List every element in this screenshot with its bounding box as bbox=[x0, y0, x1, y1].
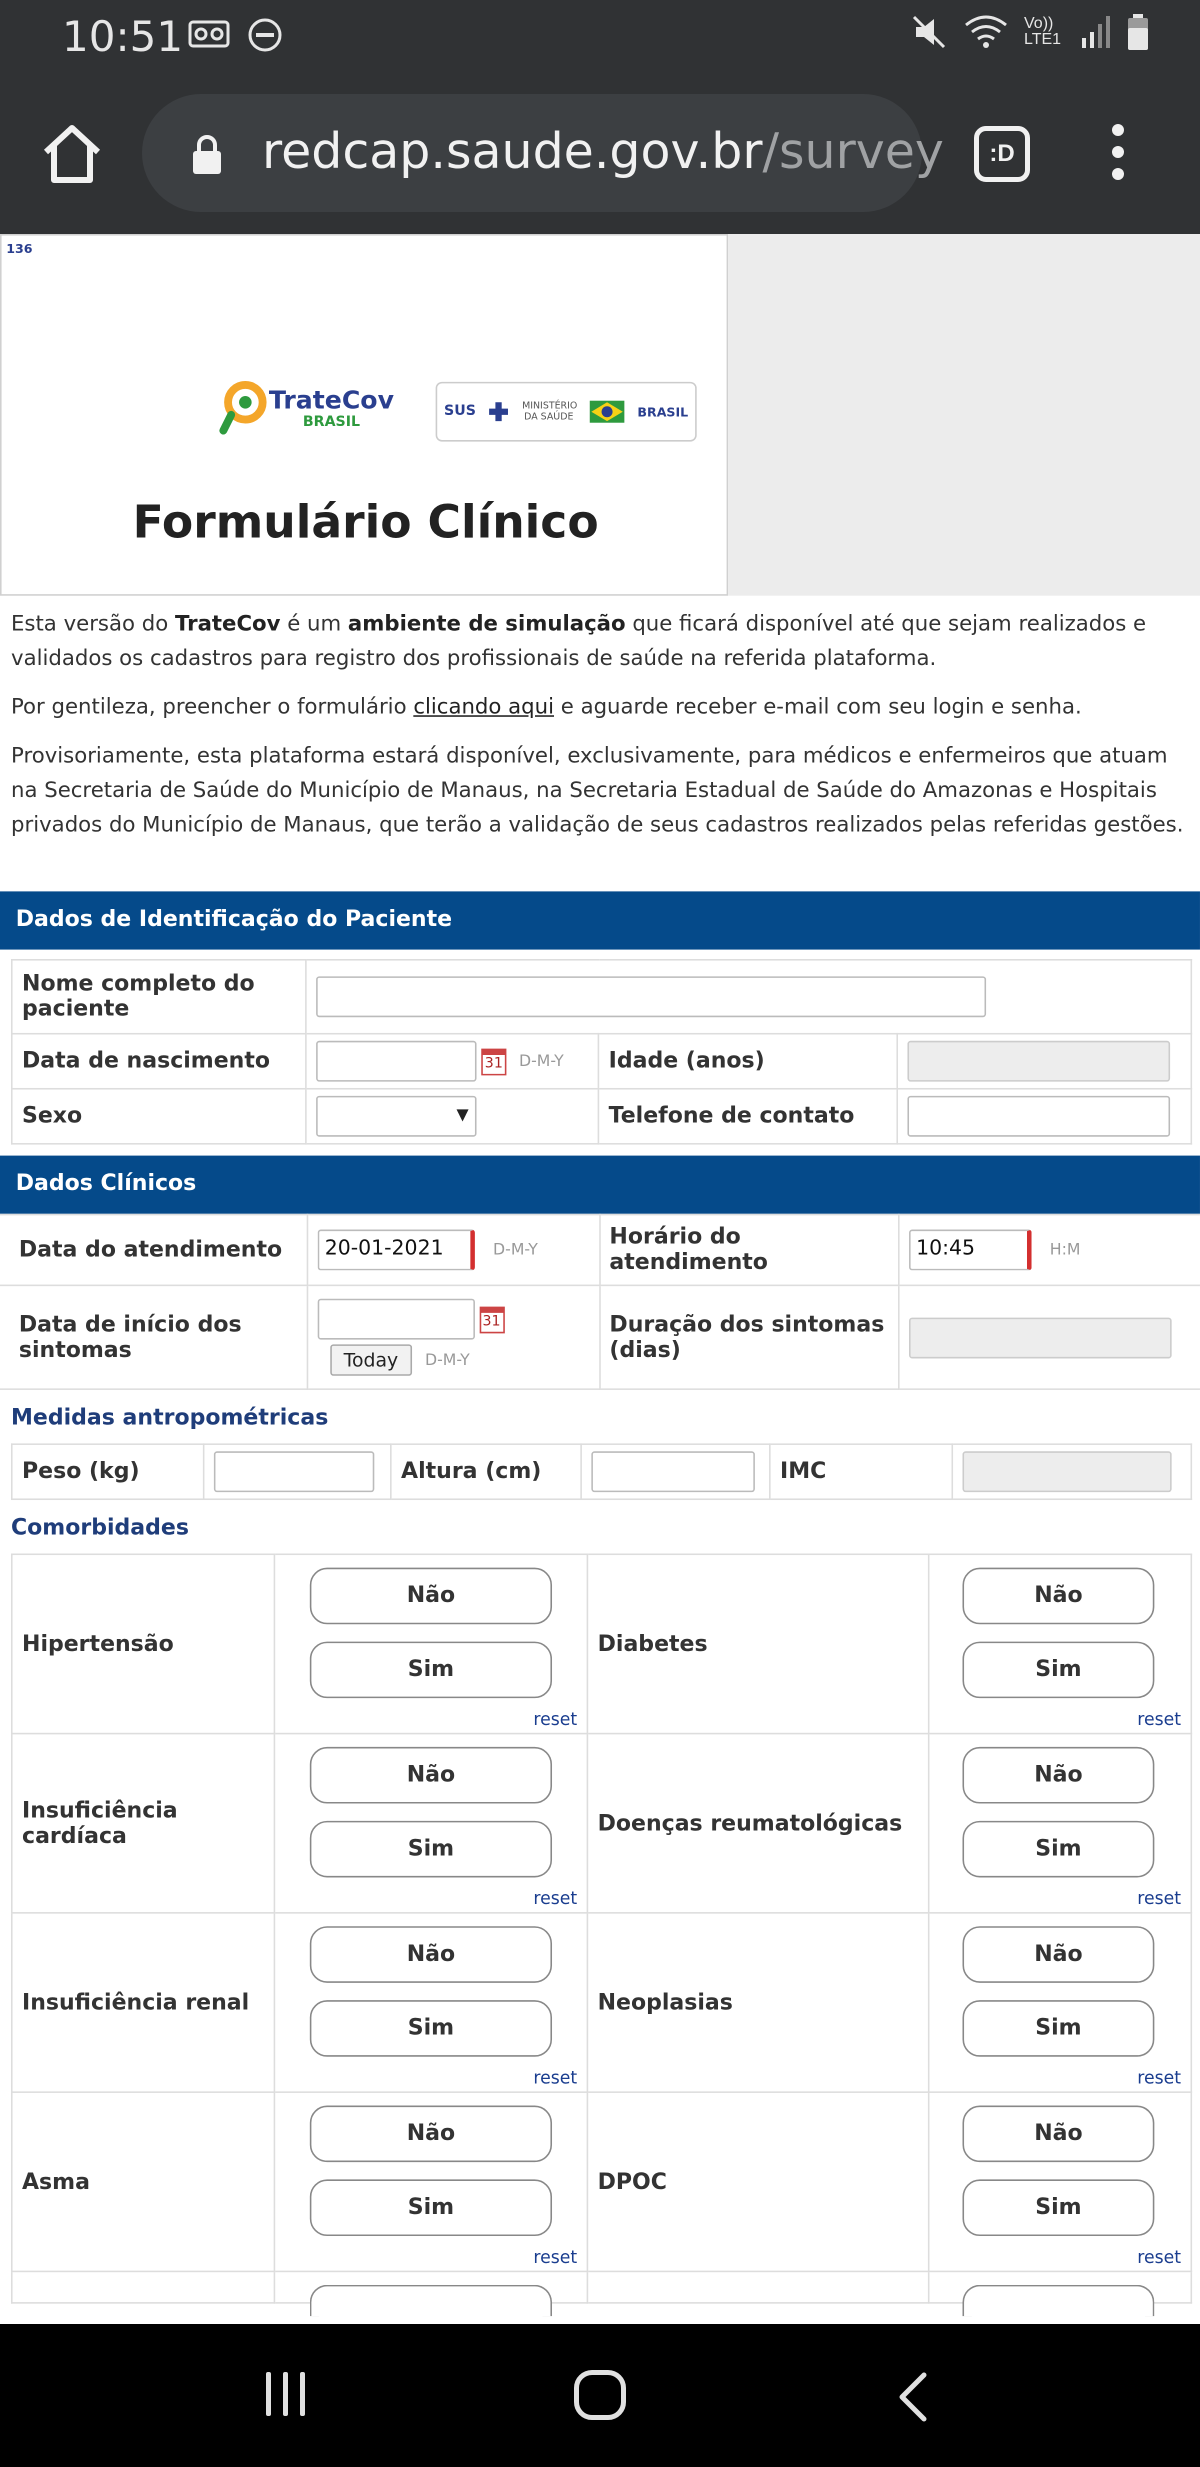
symptom-onset-label: Data de início dos sintomas bbox=[0, 1285, 307, 1389]
radio-yes[interactable]: Sim bbox=[310, 2179, 552, 2236]
radio-yes[interactable]: Sim bbox=[310, 1821, 552, 1878]
calendar-icon[interactable]: 31 bbox=[481, 1048, 506, 1075]
government-logo bbox=[436, 382, 697, 442]
comorbidities-table bbox=[11, 1553, 1192, 2303]
reset-link[interactable]: reset bbox=[533, 1888, 578, 1909]
today-button[interactable]: Today bbox=[329, 1344, 412, 1375]
comorbidity-row bbox=[12, 1913, 1192, 2092]
back-icon[interactable] bbox=[896, 2372, 930, 2422]
bmi-field bbox=[962, 1451, 1171, 1492]
phone-input[interactable] bbox=[907, 1096, 1170, 1137]
url-path: /survey bbox=[762, 123, 944, 180]
sex-label: Sexo bbox=[12, 1089, 306, 1144]
patient-table bbox=[11, 959, 1192, 1145]
radio-yes[interactable]: Sim bbox=[310, 2000, 552, 2057]
brasil-label: BRASIL bbox=[637, 404, 689, 419]
header-right-panel bbox=[728, 234, 1200, 596]
age-label: Idade (anos) bbox=[598, 1034, 897, 1089]
brazil-flag-icon bbox=[589, 401, 624, 423]
symptom-onset-format: D-M-Y bbox=[424, 1351, 470, 1369]
section-clinical-data: Dados Clínicos bbox=[0, 1156, 1200, 1214]
mute-icon bbox=[910, 13, 948, 51]
comorbidity-options bbox=[274, 1554, 587, 1733]
radio-no-partial[interactable] bbox=[962, 2285, 1154, 2316]
tab-switcher-label: :D bbox=[989, 140, 1015, 167]
tratecov-logo-sub: BRASIL bbox=[302, 414, 361, 430]
comorbidity-label: Doenças reumatológicas bbox=[587, 1734, 928, 1913]
intro-paragraph-2: Por gentileza, preencher o formulário clicando aqui e aguarde receber e-mail com seu login e senha. bbox=[11, 694, 1082, 720]
home-icon[interactable] bbox=[40, 122, 104, 186]
tratecov-logo-icon bbox=[222, 380, 269, 433]
browser-toolbar bbox=[0, 72, 1200, 234]
reset-link[interactable]: reset bbox=[1137, 2247, 1182, 2268]
signal-icon bbox=[1080, 14, 1110, 50]
weight-label: Peso (kg) bbox=[12, 1444, 204, 1499]
comorbidities-heading: Comorbidades bbox=[11, 1515, 189, 1541]
visit-date-format: D-M-Y bbox=[493, 1241, 538, 1259]
reset-link[interactable]: reset bbox=[533, 2247, 578, 2268]
comorbidity-options bbox=[274, 1734, 587, 1913]
weight-input[interactable] bbox=[214, 1451, 374, 1492]
reset-link[interactable]: reset bbox=[1137, 1709, 1182, 1730]
birth-date-label: Data de nascimento bbox=[12, 1034, 306, 1089]
page-viewport bbox=[0, 234, 1200, 2324]
comorbidity-row-partial bbox=[12, 2271, 1192, 2302]
recent-apps-icon[interactable] bbox=[266, 2372, 305, 2416]
radio-yes[interactable]: Sim bbox=[962, 1821, 1154, 1878]
comorbidity-row bbox=[12, 1554, 1192, 1733]
radio-no[interactable]: Não bbox=[310, 2106, 552, 2163]
birth-date-input[interactable] bbox=[316, 1041, 476, 1082]
intro-text bbox=[0, 596, 1200, 843]
radio-no[interactable]: Não bbox=[962, 2106, 1154, 2163]
status-time: 10:51 bbox=[62, 12, 184, 61]
reset-link[interactable]: reset bbox=[533, 2067, 578, 2089]
radio-no[interactable]: Não bbox=[962, 1568, 1154, 1625]
sus-cross-icon bbox=[490, 402, 509, 421]
tratecov-logo bbox=[222, 380, 394, 433]
status-bar bbox=[0, 0, 1200, 72]
symptom-duration-label: Duração dos sintomas (dias) bbox=[599, 1285, 898, 1389]
birth-date-format: D-M-Y bbox=[518, 1052, 564, 1070]
intro-paragraph-1: Esta versão do TrateCov é um ambiente de simulação que ficará disponível até que sejam realizados e validados os cadastros para registro dos profissionais de saúde na referida plataforma. bbox=[11, 611, 1147, 672]
reset-link[interactable]: reset bbox=[1137, 1888, 1182, 1909]
visit-date-label: Data do atendimento bbox=[0, 1215, 307, 1286]
bmi-label: IMC bbox=[770, 1444, 952, 1499]
header-logo-panel bbox=[0, 234, 728, 596]
sus-logo: SUS bbox=[444, 403, 476, 420]
clinical-table bbox=[0, 1214, 1200, 1390]
home-nav-icon[interactable] bbox=[574, 2370, 626, 2420]
radio-yes[interactable]: Sim bbox=[962, 2179, 1154, 2236]
comorbidity-options bbox=[929, 1554, 1192, 1733]
symptom-onset-input[interactable] bbox=[317, 1299, 474, 1340]
patient-name-input[interactable] bbox=[316, 976, 986, 1017]
calendar-icon[interactable]: 31 bbox=[479, 1306, 504, 1333]
battery-icon bbox=[1126, 12, 1150, 52]
comorbidity-options bbox=[929, 1913, 1192, 2092]
comorbidity-options bbox=[274, 1913, 587, 2092]
comorbidity-label: Insuficiência renal bbox=[12, 1913, 275, 2092]
radio-no[interactable]: Não bbox=[310, 1747, 552, 1804]
radio-yes[interactable]: Sim bbox=[310, 1642, 552, 1699]
radio-yes[interactable]: Sim bbox=[962, 2000, 1154, 2057]
radio-no[interactable]: Não bbox=[310, 1926, 552, 1983]
patient-name-label: Nome completo do paciente bbox=[12, 960, 306, 1034]
more-menu-icon[interactable] bbox=[1100, 124, 1136, 188]
url-host: redcap.saude.gov.br bbox=[262, 123, 763, 180]
tab-switcher-button[interactable] bbox=[974, 126, 1030, 182]
radio-no-partial[interactable] bbox=[310, 2285, 552, 2316]
height-label: Altura (cm) bbox=[391, 1444, 581, 1499]
symptom-duration-field bbox=[908, 1317, 1171, 1358]
network-label: Vo)) LTE1 bbox=[1024, 15, 1062, 48]
comorbidity-label: Neoplasias bbox=[587, 1913, 928, 2092]
phone-label: Telefone de contato bbox=[598, 1089, 897, 1144]
comorbidity-row bbox=[12, 1734, 1192, 1913]
age-field bbox=[907, 1041, 1170, 1082]
system-navigation-bar bbox=[0, 2324, 1200, 2467]
signup-link[interactable]: clicando aqui bbox=[413, 694, 555, 720]
sex-select[interactable] bbox=[316, 1096, 476, 1137]
badge-136: 136 bbox=[6, 241, 33, 257]
page-header bbox=[0, 234, 1200, 596]
comorbidity-options bbox=[929, 1734, 1192, 1913]
address-bar[interactable] bbox=[142, 94, 944, 212]
comorbidity-label: Insuficiência cardíaca bbox=[12, 1734, 275, 1913]
voicemail-icon bbox=[188, 16, 230, 52]
tratecov-logo-name: TrateCov bbox=[268, 384, 394, 415]
height-input[interactable] bbox=[591, 1451, 755, 1492]
visit-time-input[interactable]: 10:45 bbox=[908, 1230, 1031, 1271]
visit-time-label: Horário do atendimento bbox=[599, 1215, 898, 1286]
lock-icon bbox=[190, 134, 224, 176]
radio-no[interactable]: Não bbox=[962, 1926, 1154, 1983]
radio-no[interactable]: Não bbox=[962, 1747, 1154, 1804]
chevron-down-icon: ▼ bbox=[456, 1106, 469, 1125]
section-patient-identification: Dados de Identificação do Paciente bbox=[0, 891, 1200, 949]
do-not-disturb-icon bbox=[246, 16, 284, 54]
anthropometric-heading: Medidas antropométricas bbox=[11, 1405, 329, 1431]
visit-time-format: H:M bbox=[1049, 1241, 1081, 1259]
anthropometric-table bbox=[11, 1443, 1192, 1500]
wifi-icon bbox=[964, 13, 1008, 51]
url-text[interactable] bbox=[262, 123, 944, 180]
comorbidity-label: Diabetes bbox=[587, 1554, 928, 1733]
visit-date-input[interactable]: 20-01-2021 bbox=[317, 1230, 474, 1271]
page-title: Formulário Clínico bbox=[132, 495, 599, 549]
comorbidity-label: Asma bbox=[12, 2092, 275, 2271]
comorbidity-label: DPOC bbox=[587, 2092, 928, 2271]
comorbidity-label: Hipertensão bbox=[12, 1554, 275, 1733]
reset-link[interactable]: reset bbox=[533, 1709, 578, 1730]
intro-paragraph-3: Provisoriamente, esta plataforma estará disponível, exclusivamente, para médicos e enfermeiros que atuam na Secretaria de Saúde do Município de Manaus, na Secretaria Estadual de Saúde do Amazonas e Hospitais privados do Município de Manaus, que terão a validação de seus cadastros realizados pelas referidas gestões. bbox=[11, 743, 1184, 838]
radio-no[interactable]: Não bbox=[310, 1568, 552, 1625]
radio-yes[interactable]: Sim bbox=[962, 1642, 1154, 1699]
comorbidity-options bbox=[929, 2092, 1192, 2271]
comorbidity-row bbox=[12, 2092, 1192, 2271]
ministry-label: MINISTÉRIO DA SAÚDE bbox=[522, 400, 578, 423]
comorbidity-options bbox=[274, 2092, 587, 2271]
reset-link[interactable]: reset bbox=[1137, 2067, 1182, 2089]
